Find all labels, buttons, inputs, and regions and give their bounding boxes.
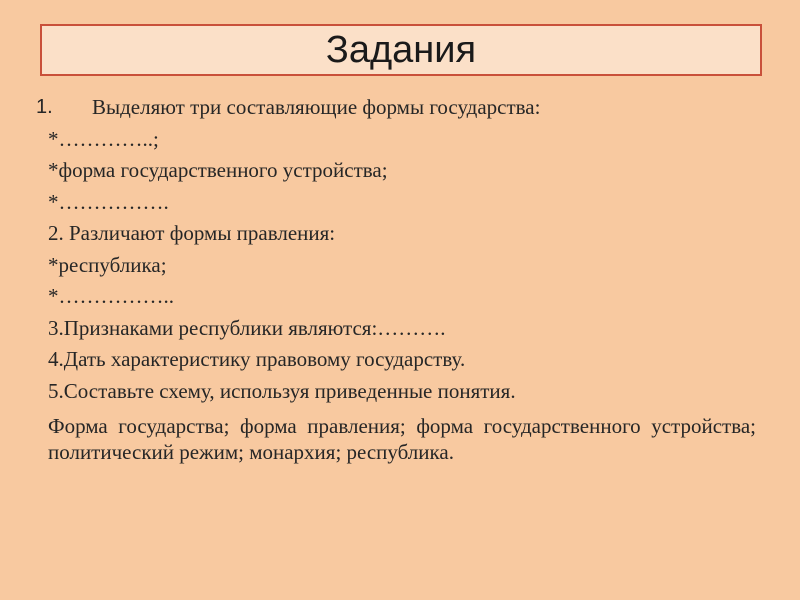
task-number-1: 1.	[36, 96, 53, 118]
task-item-3: 3.Признаками республики являются:……….	[48, 315, 446, 340]
concepts-paragraph: Форма государства; форма правления; форма государственного устройства; политический режим; монархия; республика.	[48, 414, 756, 464]
task-item-2: 2. Различают формы правления:	[48, 221, 336, 245]
task-item-4: 4.Дать характеристику правовому государству.	[48, 347, 466, 371]
task-list	[36, 92, 756, 465]
task-text-1: Выделяют три составляющие формы государства:	[92, 95, 541, 119]
task-line-republic: *республика;	[48, 252, 167, 277]
task-line-blank-1: *…………..;	[48, 126, 159, 151]
task-line-blank-2: *…………….	[48, 189, 169, 214]
task-item-5: 5.Составьте схему, используя приведенные понятия.	[48, 378, 516, 403]
task-line-blank-3: *……………..	[48, 284, 174, 308]
slide-title: Задания	[325, 29, 477, 71]
task-item-1	[36, 92, 756, 124]
task-line-form-structure: *форма государственного устройства;	[48, 158, 388, 182]
slide-title-box	[40, 24, 762, 76]
